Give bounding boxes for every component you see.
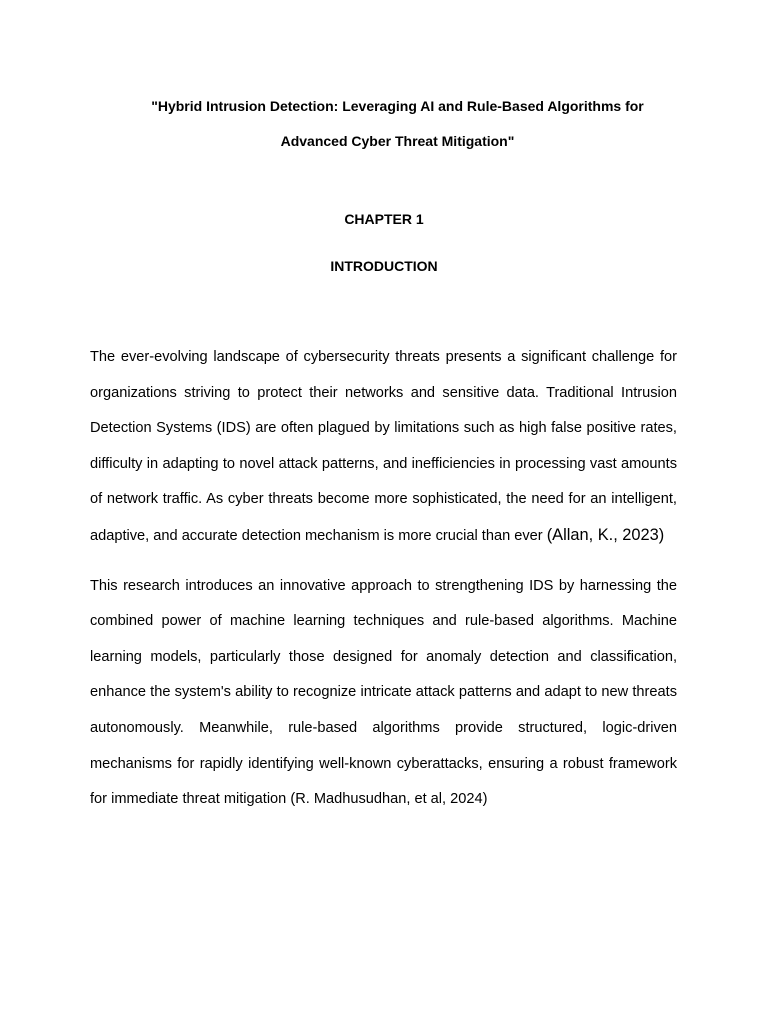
chapter-heading: CHAPTER 1 <box>344 211 424 227</box>
section-heading: INTRODUCTION <box>330 258 438 274</box>
paragraph-1 <box>90 340 677 555</box>
paragraph-1-text: The ever-evolving landscape of cybersecurity threats presents a significant challenge for organizations striving to protect their networks and sensitive data. Traditional Intrusion Detection Systems (IDS) are often plagued by limitations such as high false positive rates, difficulty in adapting to novel attack patterns, and inefficiencies in processing vast amounts of network traffic. As cyber threats become more sophisticated, the need for an intelligent, adaptive, and accurate detection mechanism is more crucial than ever <box>90 349 677 544</box>
body-text <box>90 340 677 818</box>
paragraph-1-citation: (Allan, K., 2023) <box>546 525 665 544</box>
paragraph-2: This research introduces an innovative approach to strengthening IDS by harnessing the combined power of machine learning techniques and rule-based algorithms. Machine learning models, particularly those designed for anomaly detection and classification, enhance the system's ability to recognize intricate attack patterns and adapt to new threats autonomously. Meanwhile, rule-based algorithms provide structured, logic-driven mechanisms for rapidly identifying well-known cyberattacks, ensuring a robust framework for immediate threat mitigation (R. Madhusudhan, et al, 2024) <box>90 577 677 808</box>
document-title: "Hybrid Intrusion Detection: Leveraging AI and Rule-Based Algorithms for Advanced Cyber Threat Mitigation" <box>151 98 644 149</box>
